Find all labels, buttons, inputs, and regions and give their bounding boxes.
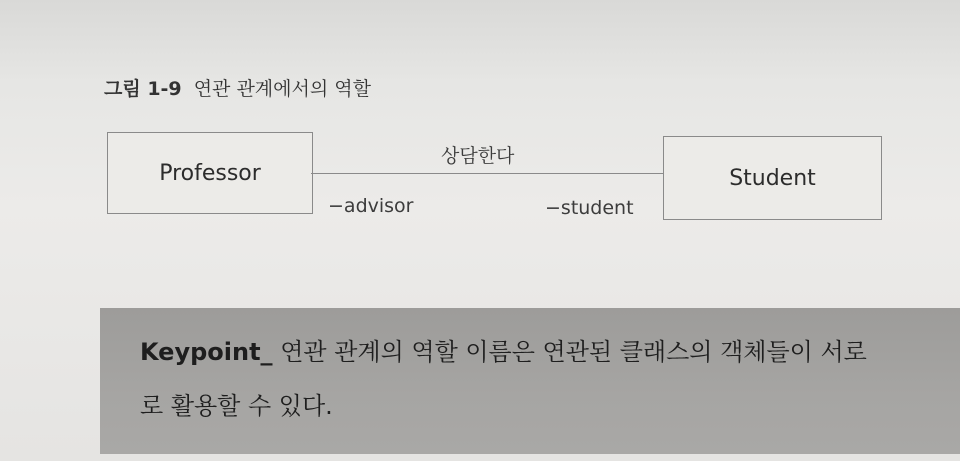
student-class-box [663,136,882,220]
keypoint-line-2: 로 활용할 수 있다. [140,392,333,420]
role-student-label: −student [545,197,634,219]
figure-caption [104,74,371,101]
keypoint-label: Keypoint_ [140,338,273,366]
role-advisor-label: −advisor [328,195,414,217]
professor-class-name: Professor [159,160,261,186]
figure-label: 그림 1-9 [104,78,182,100]
student-class-name: Student [729,165,816,191]
association-line [311,173,663,174]
figure-title: 연관 관계에서의 역할 [193,78,371,100]
keypoint-box [100,308,960,454]
keypoint-text-1: 연관 관계의 역할 이름은 연관된 클래스의 객체들이 서로 [280,338,867,366]
professor-class-box [107,132,313,214]
association-name: 상담한다 [441,145,515,167]
keypoint-line-1 [140,332,867,367]
